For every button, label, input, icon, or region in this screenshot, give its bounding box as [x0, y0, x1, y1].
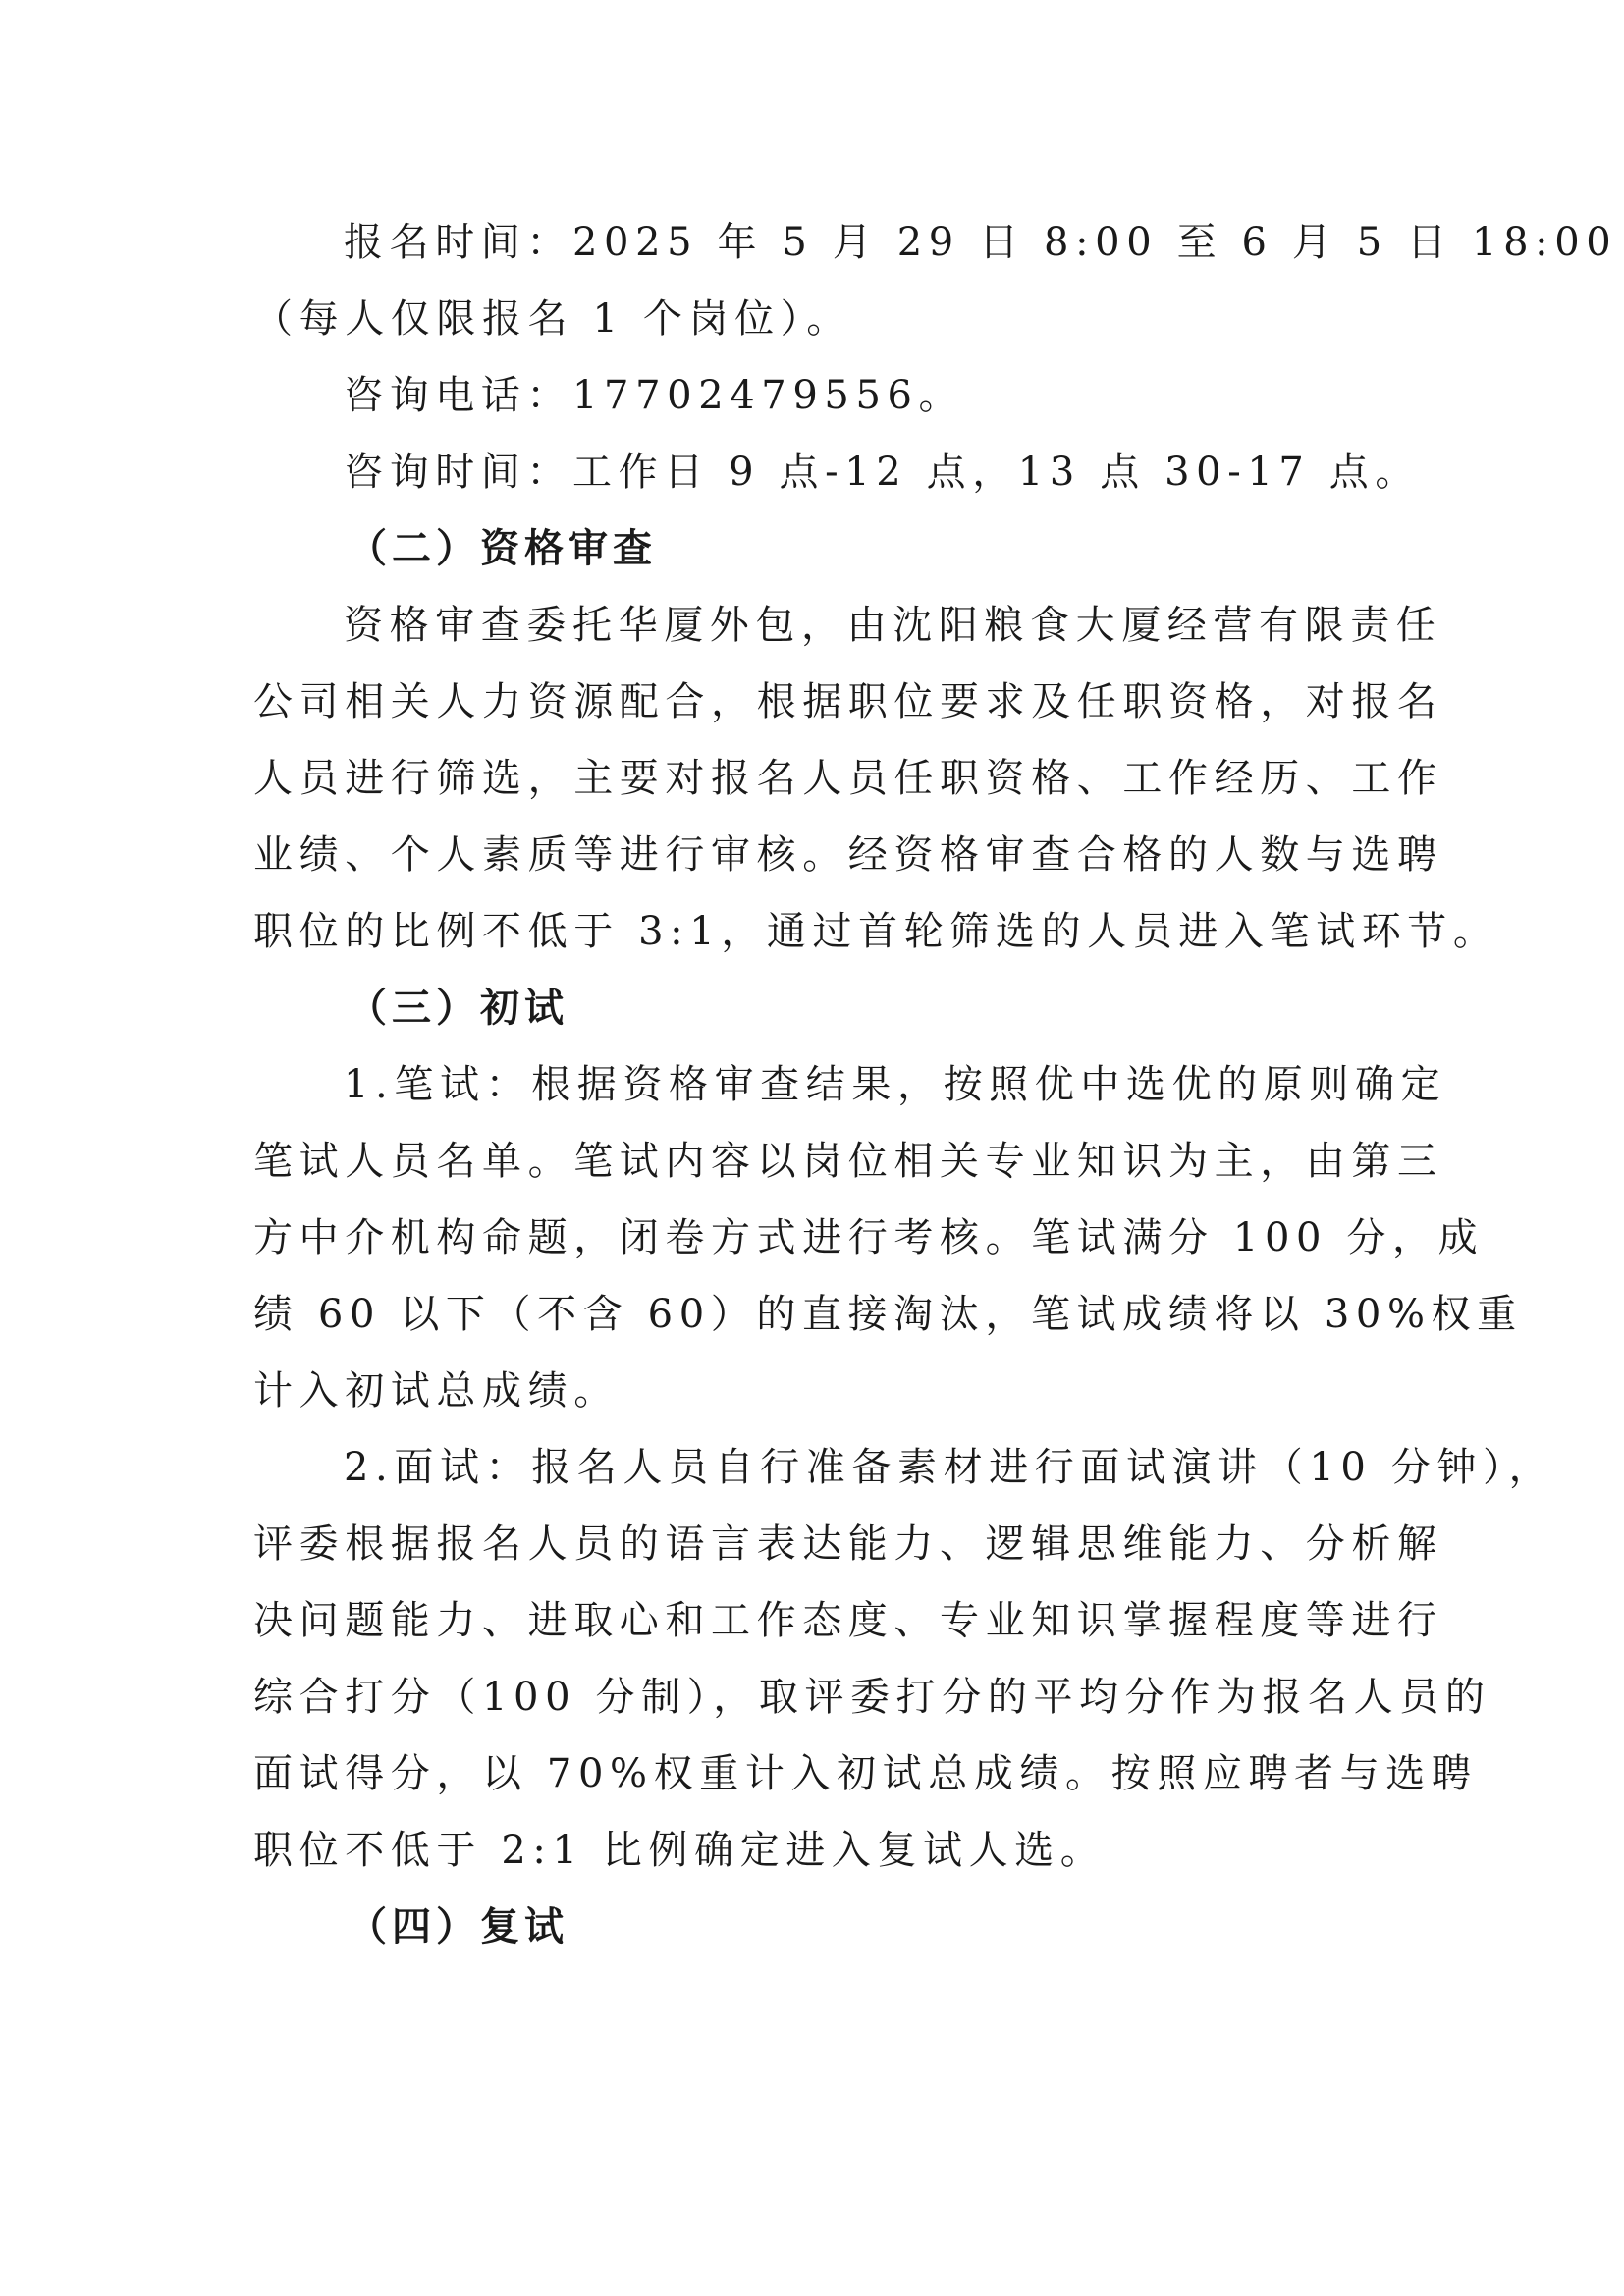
consult-phone-line: 咨询电话：17702479556。 — [344, 373, 965, 418]
paragraph-line: 公司相关人力资源配合，根据职位要求及任职资格，对报名 — [253, 679, 1443, 724]
section-heading-preliminary: （三）初试 — [348, 985, 568, 1031]
registration-time-line: 报名时间：2025 年 5 月 29 日 8:00 至 6 月 5 日 18:00 — [344, 220, 1618, 265]
paragraph-line: 评委根据报名人员的语言表达能力、逻辑思维能力、分析解 — [253, 1522, 1443, 1567]
paragraph-line: 综合打分（100 分制），取评委打分的平均分作为报名人员的 — [253, 1675, 1491, 1720]
section-heading-qualification: （二）资格审查 — [348, 525, 657, 571]
paragraph-line: 面试得分，以 70%权重计入初试总成绩。按照应聘者与选聘 — [253, 1751, 1478, 1796]
paragraph-line: 1.笔试：根据资格审查结果，按照优中选优的原则确定 — [344, 1062, 1447, 1107]
paragraph-line: 人员进行筛选，主要对报名人员任职资格、工作经历、工作 — [253, 756, 1443, 801]
paragraph-line: 业绩、个人素质等进行审核。经资格审查合格的人数与选聘 — [253, 832, 1443, 878]
paragraph-line: 方中介机构命题，闭卷方式进行考核。笔试满分 100 分，成 — [253, 1215, 1485, 1260]
paragraph-line: 职位不低于 2:1 比例确定进入复试人选。 — [253, 1828, 1107, 1873]
paragraph-line: 绩 60 以下（不含 60）的直接淘汰，笔试成绩将以 30%权重 — [253, 1292, 1523, 1337]
paragraph-line: 决问题能力、进取心和工作态度、专业知识掌握程度等进行 — [253, 1598, 1443, 1643]
section-heading-final: （四）复试 — [348, 1903, 568, 1949]
registration-limit-line: （每人仅限报名 1 个岗位）。 — [253, 296, 852, 342]
paragraph-line: 计入初试总成绩。 — [253, 1368, 620, 1414]
paragraph-line: 2.面试：报名人员自行准备素材进行面试演讲（10 分钟）， — [344, 1445, 1555, 1490]
paragraph-line: 笔试人员名单。笔试内容以岗位相关专业知识为主，由第三 — [253, 1139, 1443, 1184]
consult-time-line: 咨询时间：工作日 9 点-12 点，13 点 30-17 点。 — [344, 450, 1421, 495]
paragraph-line: 资格审查委托华厦外包，由沈阳粮食大厦经营有限责任 — [344, 603, 1442, 648]
paragraph-line: 职位的比例不低于 3:1，通过首轮筛选的人员进入笔试环节。 — [253, 909, 1499, 954]
